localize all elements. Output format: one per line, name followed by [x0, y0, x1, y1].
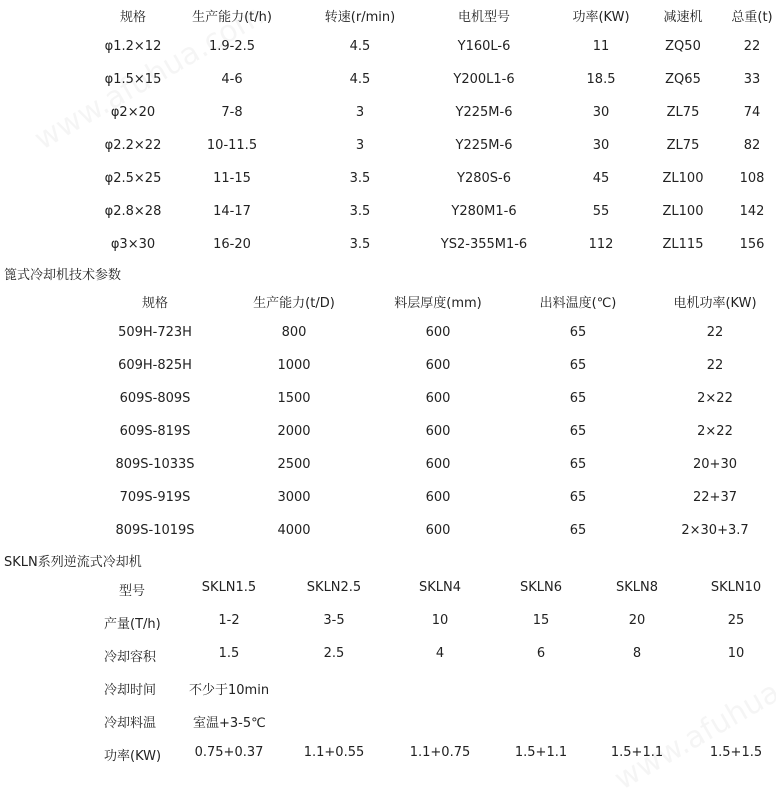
- table1-cell: 7-8: [221, 105, 243, 120]
- table3-cell: 1.5+1.5: [709, 745, 763, 760]
- table3-cell: 20: [628, 613, 646, 628]
- table1-cell: Y225M-6: [455, 105, 513, 120]
- table1-cell: ZL75: [666, 105, 700, 120]
- table1-cell: φ2.2×22: [104, 138, 162, 153]
- table1-cell: 3.5: [349, 171, 371, 186]
- table1-cell: φ1.5×15: [104, 72, 162, 87]
- watermark: [609, 638, 776, 797]
- table1-cell: 108: [739, 171, 765, 186]
- table3-cell: 1.1+0.75: [409, 745, 471, 760]
- table2-cell: 65: [569, 391, 587, 406]
- table2-cell: 600: [425, 325, 451, 340]
- table3-cell: 不少于10min: [189, 683, 270, 698]
- table2-cell: 709S-919S: [119, 490, 191, 505]
- table1-cell: 4.5: [349, 39, 371, 54]
- table3-cell: 1.5+1.1: [610, 745, 664, 760]
- table1-header: 功率(KW): [572, 10, 630, 25]
- table2-cell: 22+37: [693, 490, 737, 505]
- table2-cell: 3000: [277, 490, 311, 505]
- table1-cell: 3.5: [349, 237, 371, 252]
- table2-cell: 1000: [277, 358, 311, 373]
- table1-cell: 22: [743, 39, 761, 54]
- table1-cell: 74: [743, 105, 761, 120]
- table3-model: SKLN4: [418, 580, 462, 595]
- table1-cell: φ2.5×25: [104, 171, 162, 186]
- table1-cell: ZL100: [662, 171, 704, 186]
- table1-cell: φ1.2×12: [104, 39, 162, 54]
- table2-cell: 65: [569, 325, 587, 340]
- table2-cell: 600: [425, 358, 451, 373]
- table3-cell: 1.5: [218, 646, 240, 661]
- table1-cell: YS2-355M1-6: [440, 237, 528, 252]
- table2-cell: 509H-723H: [118, 325, 192, 340]
- table1-cell: Y160L-6: [457, 39, 511, 54]
- table3-row-label: 冷却容积: [104, 650, 157, 665]
- table1-cell: 10-11.5: [206, 138, 258, 153]
- table1-cell: 3: [355, 105, 365, 120]
- table2-cell: 2×30+3.7: [681, 523, 749, 538]
- table3-cell: 10: [431, 613, 449, 628]
- table2-header: 出料温度(℃): [539, 296, 617, 311]
- table3-cell: 3-5: [323, 613, 345, 628]
- table2-cell: 20+30: [693, 457, 737, 472]
- table2-cell: 22: [706, 358, 724, 373]
- table2-cell: 600: [425, 424, 451, 439]
- table2-cell: 609S-809S: [119, 391, 191, 406]
- table1-cell: 112: [588, 237, 614, 252]
- table1-cell: 3.5: [349, 204, 371, 219]
- table3-cell: 1-2: [218, 613, 240, 628]
- table2-cell: 600: [425, 490, 451, 505]
- table3-cell: 2.5: [323, 646, 345, 661]
- table1-cell: 4-6: [221, 72, 243, 87]
- table3-row-label: 冷却料温: [104, 716, 157, 731]
- table1-cell: 11-15: [213, 171, 251, 186]
- table1-header: 减速机: [663, 10, 703, 25]
- table3-cell: 4: [435, 646, 445, 661]
- table2-header: 规格: [141, 296, 169, 311]
- table2-cell: 2×22: [697, 424, 733, 439]
- table2-cell: 65: [569, 490, 587, 505]
- table1-header: 生产能力(t/h): [192, 10, 272, 25]
- table1-cell: Y225M-6: [455, 138, 513, 153]
- table1-cell: 18.5: [586, 72, 616, 87]
- table1-cell: 45: [592, 171, 610, 186]
- table1-cell: 4.5: [349, 72, 371, 87]
- table1-cell: 82: [743, 138, 761, 153]
- table2-cell: 800: [281, 325, 307, 340]
- table2-cell: 809S-1019S: [115, 523, 195, 538]
- table2-header: 电机功率(KW): [673, 296, 757, 311]
- table2-cell: 1500: [277, 391, 311, 406]
- table2-cell: 2000: [277, 424, 311, 439]
- table3-cell: 8: [632, 646, 642, 661]
- table1-cell: Y200L1-6: [453, 72, 515, 87]
- table1-header: 转速(r/min): [324, 10, 396, 25]
- table1-cell: 156: [739, 237, 765, 252]
- table1-cell: 16-20: [213, 237, 251, 252]
- table1-cell: 30: [592, 105, 610, 120]
- table2-cell: 65: [569, 424, 587, 439]
- table1-cell: ZQ50: [665, 39, 701, 54]
- table1-cell: ZQ65: [665, 72, 701, 87]
- table1-header: 电机型号: [457, 10, 511, 25]
- table3-cell: 室温+3-5℃: [193, 716, 266, 731]
- table3-cell: 10: [727, 646, 745, 661]
- table3-row-label: 冷却时间: [104, 683, 157, 698]
- table2-cell: 600: [425, 523, 451, 538]
- skln-title: SKLN系列逆流式冷却机: [4, 555, 142, 570]
- table1-header: 总重(t): [731, 10, 773, 25]
- table3-cell: 0.75+0.37: [194, 745, 264, 760]
- table2-cell: 65: [569, 457, 587, 472]
- table1-cell: 30: [592, 138, 610, 153]
- table1-cell: φ2×20: [110, 105, 156, 120]
- table1-cell: ZL100: [662, 204, 704, 219]
- table3-cell: 6: [536, 646, 546, 661]
- table2-cell: 809S-1033S: [115, 457, 195, 472]
- table2-cell: 22: [706, 325, 724, 340]
- table2-header: 料层厚度(mm): [394, 296, 482, 311]
- table1-cell: 14-17: [213, 204, 251, 219]
- table2-cell: 65: [569, 523, 587, 538]
- table3-model: SKLN8: [615, 580, 659, 595]
- table3-model: SKLN10: [710, 580, 762, 595]
- table3-cell: 1.1+0.55: [303, 745, 365, 760]
- table3-model: SKLN2.5: [306, 580, 362, 595]
- table3-row-label: 型号: [118, 584, 146, 599]
- table1-cell: Y280S-6: [457, 171, 511, 186]
- table3-model: SKLN6: [519, 580, 563, 595]
- table3-row-label: 产量(T/h): [104, 617, 161, 632]
- table2-cell: 609H-825H: [118, 358, 192, 373]
- table2-cell: 609S-819S: [119, 424, 191, 439]
- table2-cell: 600: [425, 457, 451, 472]
- table3-model: SKLN1.5: [201, 580, 257, 595]
- table3-cell: 25: [727, 613, 745, 628]
- table1-cell: 55: [592, 204, 610, 219]
- table2-cell: 4000: [277, 523, 311, 538]
- table1-cell: 33: [743, 72, 761, 87]
- table1-cell: 142: [739, 204, 765, 219]
- table1-cell: ZL115: [662, 237, 704, 252]
- table1-cell: Y280M1-6: [451, 204, 517, 219]
- table1-cell: 11: [592, 39, 610, 54]
- grate-cooler-title: 篦式冷却机技术参数: [4, 268, 122, 283]
- table2-header: 生产能力(t/D): [253, 296, 335, 311]
- table2-cell: 600: [425, 391, 451, 406]
- table2-cell: 2×22: [697, 391, 733, 406]
- table1-cell: ZL75: [666, 138, 700, 153]
- table2-cell: 65: [569, 358, 587, 373]
- table1-cell: φ3×30: [110, 237, 156, 252]
- table1-header: 规格: [119, 10, 147, 25]
- table3-row-label: 功率(KW): [104, 749, 162, 764]
- table1-cell: φ2.8×28: [104, 204, 162, 219]
- table1-cell: 3: [355, 138, 365, 153]
- table2-cell: 2500: [277, 457, 311, 472]
- table3-cell: 1.5+1.1: [514, 745, 568, 760]
- table3-cell: 15: [532, 613, 550, 628]
- table1-cell: 1.9-2.5: [208, 39, 256, 54]
